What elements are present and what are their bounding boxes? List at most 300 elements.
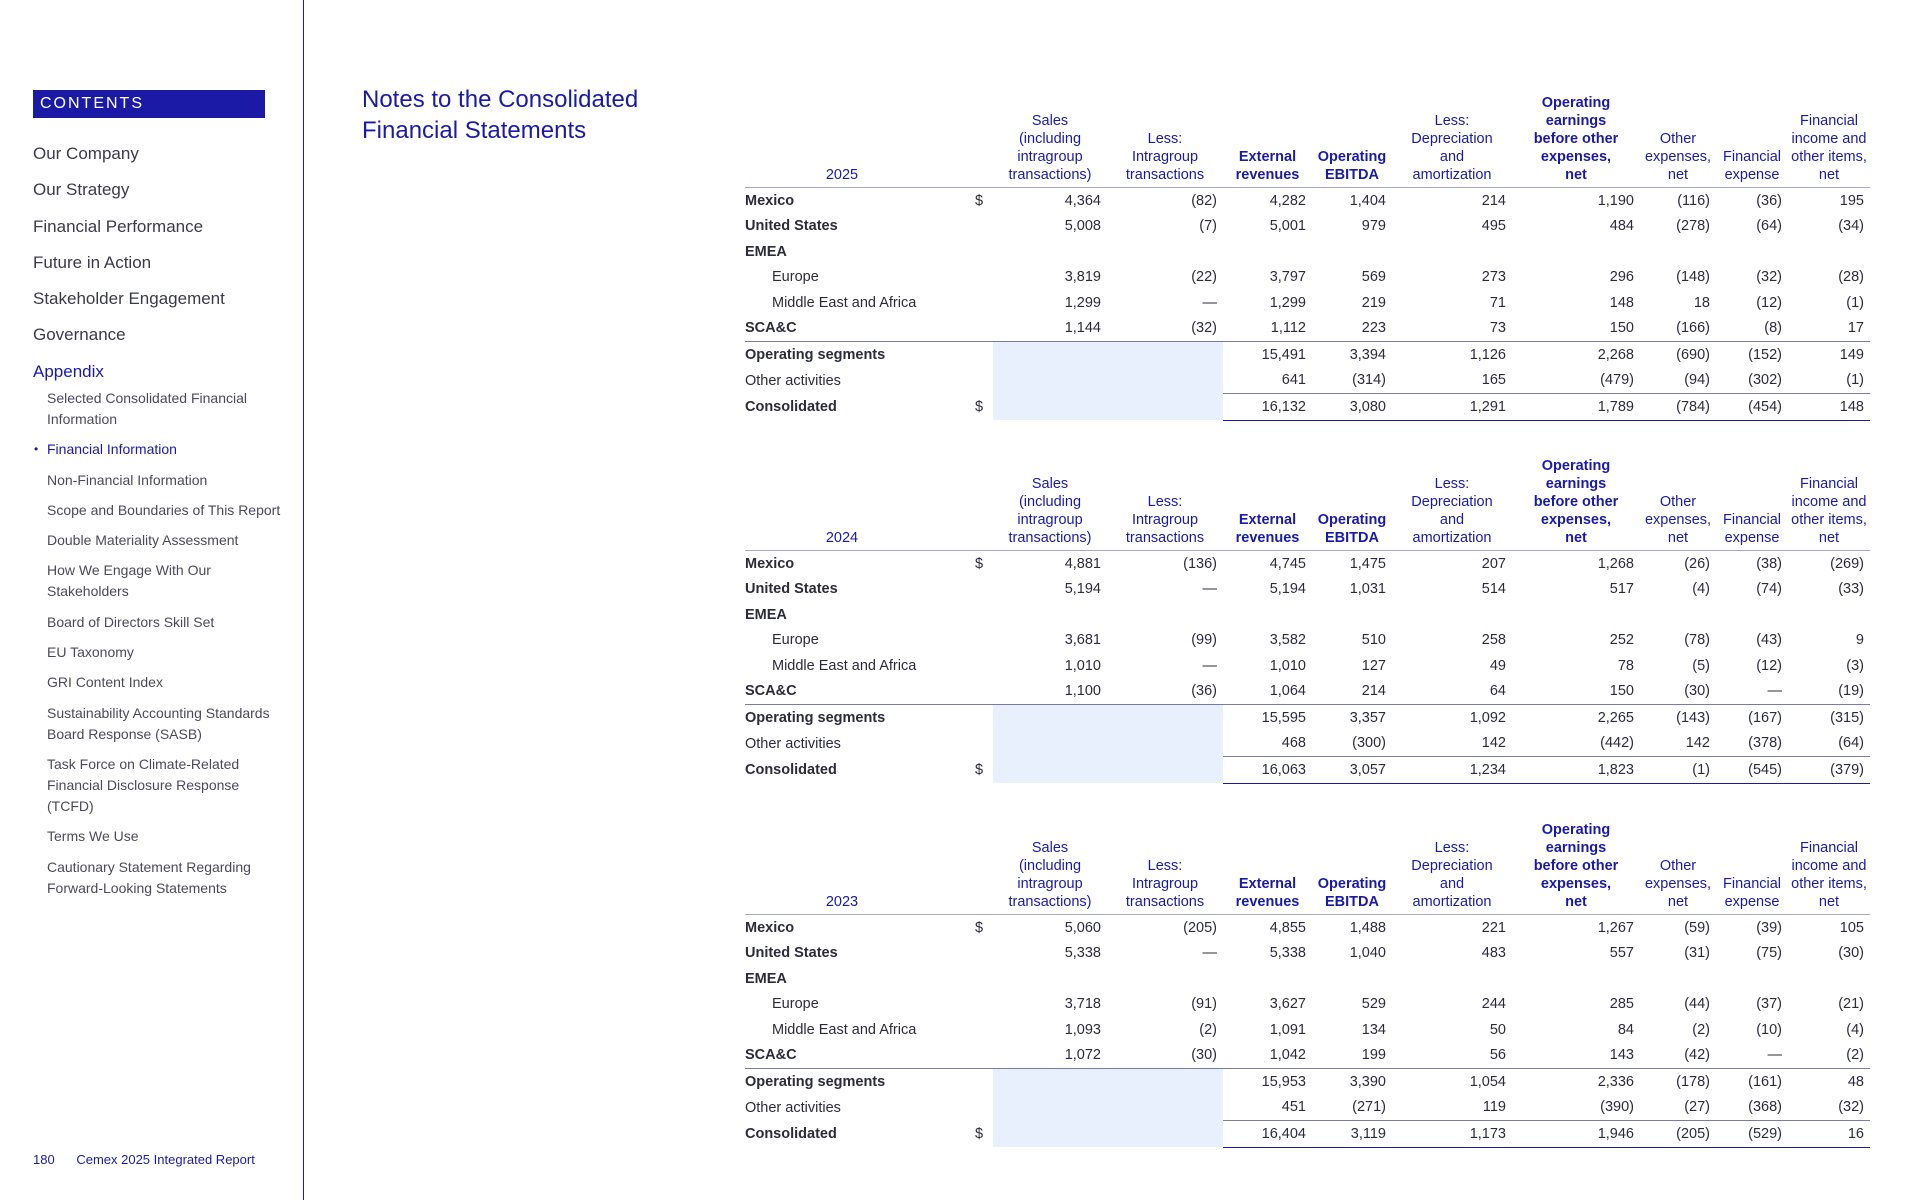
- table-row: [745, 1043, 1870, 1069]
- column-header: Sales (including intragroup transactions): [993, 457, 1107, 551]
- value-cell: 569: [1361, 269, 1386, 286]
- value-cell: [1392, 602, 1512, 628]
- value-cell: 3,627: [1269, 996, 1306, 1013]
- value-cell: (64): [1788, 731, 1870, 757]
- currency-cell: [967, 1043, 993, 1069]
- value-cell: 1,789: [1512, 394, 1640, 421]
- value-cell: (143): [1676, 709, 1710, 726]
- nav-item-appendix[interactable]: Appendix: [33, 361, 104, 381]
- currency-cell: [967, 290, 993, 316]
- value-cell: (161): [1748, 1073, 1782, 1090]
- value-cell: 1,299: [1269, 294, 1306, 311]
- column-header: Financial income and other items, net: [1788, 821, 1870, 915]
- currency-cell: [967, 368, 993, 394]
- value-cell: (21): [1838, 996, 1864, 1013]
- value-cell: 16,404: [1223, 1121, 1312, 1148]
- table-row: [745, 188, 1870, 214]
- value-cell: 78: [1617, 657, 1634, 674]
- value-cell: [993, 239, 1107, 265]
- table-row: [745, 705, 1870, 731]
- value-cell: [1107, 1095, 1223, 1121]
- currency-cell: $: [975, 761, 984, 778]
- value-cell: (75): [1756, 945, 1782, 962]
- currency-cell: [967, 705, 993, 731]
- page-title: Notes to the Consolidated Financial Statements: [362, 86, 639, 144]
- value-cell: —: [1202, 657, 1217, 674]
- value-cell: 71: [1489, 294, 1506, 311]
- value-cell: [993, 966, 1107, 992]
- column-header: Financial expense: [1716, 94, 1788, 188]
- value-cell: (10): [1756, 1021, 1782, 1038]
- value-cell: 1,291: [1392, 394, 1512, 421]
- column-header: Operating EBITDA: [1312, 457, 1392, 551]
- value-cell: (78): [1684, 632, 1710, 649]
- row-label: Middle East and Africa: [772, 294, 917, 311]
- currency-cell: [967, 602, 993, 628]
- currency-cell: [967, 342, 993, 368]
- value-cell: 143: [1512, 1043, 1640, 1069]
- value-cell: (166): [1640, 316, 1716, 342]
- table-row: [745, 941, 1870, 967]
- row-label: EMEA: [745, 970, 787, 987]
- currency-cell: [967, 316, 993, 342]
- row-label: United States: [745, 581, 838, 598]
- sub-nav-item[interactable]: EU Taxonomy: [47, 644, 134, 661]
- value-cell: (4): [1846, 1021, 1864, 1038]
- value-cell: 17: [1788, 316, 1870, 342]
- table-body: [745, 915, 1870, 1148]
- table-row: [745, 757, 1870, 784]
- header-row: [745, 821, 1870, 915]
- table-row: [745, 239, 1870, 265]
- value-cell: [1107, 602, 1223, 628]
- value-cell: [1392, 239, 1512, 265]
- table-row: [745, 731, 1870, 757]
- value-cell: [993, 368, 1107, 394]
- value-cell: (454): [1716, 394, 1788, 421]
- currency-cell: $: [975, 919, 984, 936]
- value-cell: 142: [1640, 731, 1716, 757]
- nav-item-financial-performance[interactable]: Financial Performance: [33, 216, 204, 236]
- value-cell: 1,031: [1349, 581, 1386, 598]
- value-cell: [1312, 239, 1392, 265]
- row-label: Consolidated: [745, 761, 837, 778]
- value-cell: [1107, 394, 1223, 421]
- value-cell: 1,173: [1392, 1121, 1512, 1148]
- value-cell: 484: [1609, 218, 1634, 235]
- value-cell: 5,060: [1064, 919, 1101, 936]
- value-cell: (479): [1512, 368, 1640, 394]
- value-cell: [1788, 966, 1870, 992]
- value-cell: (1): [1788, 368, 1870, 394]
- row-label: Mexico: [745, 555, 795, 572]
- value-cell: (390): [1512, 1095, 1640, 1121]
- column-header: Sales (including intragroup transactions): [993, 821, 1107, 915]
- value-cell: (379): [1788, 757, 1870, 784]
- column-header: Less: Depreciation and amortization: [1392, 821, 1512, 915]
- value-cell: 1,100: [993, 679, 1107, 705]
- value-cell: 1,054: [1469, 1073, 1506, 1090]
- value-cell: 3,797: [1269, 269, 1306, 286]
- value-cell: [993, 757, 1107, 784]
- currency-cell: [967, 1095, 993, 1121]
- value-cell: —: [1202, 581, 1217, 598]
- value-cell: 1,267: [1597, 919, 1634, 936]
- table-row: [745, 394, 1870, 421]
- column-header: Less: Depreciation and amortization: [1392, 457, 1512, 551]
- value-cell: [1107, 705, 1223, 731]
- value-cell: 1,475: [1349, 555, 1386, 572]
- column-header: External revenues: [1223, 821, 1312, 915]
- value-cell: [1312, 602, 1392, 628]
- value-cell: 4,881: [1064, 555, 1101, 572]
- value-cell: (545): [1716, 757, 1788, 784]
- value-cell: 3,119: [1312, 1121, 1392, 1148]
- nav-item-our-strategy[interactable]: Our Strategy: [33, 180, 130, 200]
- value-cell: 15,595: [1261, 709, 1306, 726]
- table-row: [745, 265, 1870, 291]
- row-label: SCA&C: [745, 679, 967, 705]
- value-cell: 557: [1609, 945, 1634, 962]
- value-cell: 105: [1839, 919, 1864, 936]
- value-cell: 16,132: [1223, 394, 1312, 421]
- value-cell: (116): [1677, 192, 1710, 209]
- value-cell: (136): [1183, 555, 1217, 572]
- value-cell: (32): [1756, 269, 1782, 286]
- main-nav: [33, 136, 225, 390]
- value-cell: 50: [1489, 1021, 1506, 1038]
- value-cell: (205): [1640, 1121, 1716, 1148]
- value-cell: 1,092: [1469, 709, 1506, 726]
- value-cell: (4): [1692, 581, 1710, 598]
- sub-nav-item[interactable]: Terms We Use: [47, 828, 139, 845]
- sub-nav-item-current[interactable]: • Financial Information: [47, 439, 287, 460]
- table-row: [745, 290, 1870, 316]
- value-cell: 3,390: [1349, 1073, 1386, 1090]
- table-row: [745, 653, 1870, 679]
- value-cell: [1392, 966, 1512, 992]
- value-cell: (82): [1191, 192, 1217, 209]
- value-cell: 1,064: [1223, 679, 1312, 705]
- report-name: Cemex 2025 Integrated Report: [76, 1152, 255, 1167]
- value-cell: 142: [1392, 731, 1512, 757]
- value-cell: 979: [1361, 218, 1386, 235]
- value-cell: (31): [1684, 945, 1710, 962]
- value-cell: [1512, 602, 1640, 628]
- value-cell: [1107, 1121, 1223, 1148]
- value-cell: 1,488: [1349, 919, 1386, 936]
- nav-item-future-in-action[interactable]: Future in Action: [33, 252, 152, 272]
- value-cell: 244: [1481, 996, 1506, 1013]
- table-body: [745, 551, 1870, 784]
- value-cell: 510: [1361, 632, 1386, 649]
- value-cell: (1): [1846, 294, 1864, 311]
- value-cell: [1107, 342, 1223, 368]
- value-cell: (32): [1788, 1095, 1870, 1121]
- value-cell: [1107, 239, 1223, 265]
- value-cell: (2): [1788, 1043, 1870, 1069]
- row-label: Operating segments: [745, 709, 886, 726]
- table-row: [745, 577, 1870, 603]
- row-label: EMEA: [745, 606, 787, 623]
- appendix-sub-nav: [47, 388, 287, 908]
- value-cell: 1,268: [1597, 555, 1634, 572]
- value-cell: (302): [1716, 368, 1788, 394]
- value-cell: (1): [1640, 757, 1716, 784]
- value-cell: (278): [1676, 218, 1710, 235]
- currency-cell: [967, 731, 993, 757]
- value-cell: 641: [1223, 368, 1312, 394]
- value-cell: 214: [1481, 192, 1506, 209]
- value-cell: 5,194: [1269, 581, 1306, 598]
- value-cell: (91): [1191, 996, 1217, 1013]
- row-label: Consolidated: [745, 398, 837, 415]
- column-header: Less: Intragroup transactions: [1107, 821, 1223, 915]
- value-cell: 48: [1847, 1073, 1864, 1090]
- value-cell: —: [1202, 294, 1217, 311]
- row-label: Middle East and Africa: [772, 1021, 917, 1038]
- value-cell: (442): [1512, 731, 1640, 757]
- year-header: 2025: [745, 94, 967, 188]
- value-cell: 223: [1312, 316, 1392, 342]
- value-cell: [1788, 602, 1870, 628]
- value-cell: (300): [1312, 731, 1392, 757]
- column-header: Other expenses, net: [1640, 457, 1716, 551]
- value-cell: (19): [1788, 679, 1870, 705]
- column-header: Operating earnings before other expenses, net: [1512, 821, 1640, 915]
- value-cell: 149: [1839, 346, 1864, 363]
- value-cell: 148: [1788, 394, 1870, 421]
- value-cell: (33): [1838, 581, 1864, 598]
- value-cell: (34): [1838, 218, 1864, 235]
- table-row: [745, 1017, 1870, 1043]
- value-cell: [1716, 602, 1788, 628]
- value-cell: [993, 731, 1107, 757]
- value-cell: 16: [1788, 1121, 1870, 1148]
- currency-cell: $: [975, 398, 984, 415]
- value-cell: 5,001: [1269, 218, 1306, 235]
- sub-nav-item[interactable]: Sustainability Accounting Standards Board Response (SASB): [47, 704, 270, 742]
- value-cell: 3,357: [1349, 709, 1386, 726]
- value-cell: (315): [1830, 709, 1864, 726]
- table-row: [745, 992, 1870, 1018]
- value-cell: 165: [1392, 368, 1512, 394]
- value-cell: [1107, 1069, 1223, 1095]
- nav-item-our-company[interactable]: Our Company: [33, 144, 139, 163]
- contents-label: CONTENTS: [33, 90, 265, 118]
- table-row: [745, 551, 1870, 577]
- sub-nav-item[interactable]: GRI Content Index: [47, 674, 163, 691]
- sub-nav-item[interactable]: Scope and Boundaries of This Report: [47, 501, 281, 518]
- table-row: [745, 1069, 1870, 1095]
- value-cell: (43): [1756, 632, 1782, 649]
- value-cell: (28): [1838, 269, 1864, 286]
- value-cell: [993, 1121, 1107, 1148]
- value-cell: 2,336: [1597, 1073, 1634, 1090]
- value-cell: (27): [1640, 1095, 1716, 1121]
- value-cell: [1223, 602, 1312, 628]
- row-label: Operating segments: [745, 1073, 886, 1090]
- value-cell: [1223, 966, 1312, 992]
- value-cell: (36): [1107, 679, 1223, 705]
- table-row: [745, 316, 1870, 342]
- value-cell: [1716, 966, 1788, 992]
- sub-nav-item[interactable]: Cautionary Statement Regarding Forward-Looking Statements: [47, 858, 251, 896]
- value-cell: (22): [1191, 269, 1217, 286]
- value-cell: 73: [1392, 316, 1512, 342]
- currency-cell: [967, 214, 993, 240]
- sub-nav-item[interactable]: Board of Directors Skill Set: [47, 613, 215, 630]
- column-header: Operating EBITDA: [1312, 94, 1392, 188]
- value-cell: 221: [1481, 919, 1506, 936]
- currency-header: [967, 821, 993, 915]
- column-header: External revenues: [1223, 457, 1312, 551]
- sub-nav-item[interactable]: Task Force on Climate-Related Financial Disclosure Response (TCFD): [47, 755, 240, 814]
- currency-cell: [967, 1069, 993, 1095]
- value-cell: [1716, 239, 1788, 265]
- segment-table-2023: [745, 821, 1870, 1148]
- column-header: Operating earnings before other expenses, net: [1512, 94, 1640, 188]
- value-cell: 4,855: [1269, 919, 1306, 936]
- value-cell: (64): [1756, 218, 1782, 235]
- value-cell: 15,491: [1261, 346, 1306, 363]
- value-cell: 5,338: [1269, 945, 1306, 962]
- value-cell: [993, 1069, 1107, 1095]
- row-label: Europe: [772, 632, 819, 649]
- value-cell: (12): [1756, 294, 1782, 311]
- value-cell: 16,063: [1223, 757, 1312, 784]
- value-cell: [993, 1095, 1107, 1121]
- currency-cell: [967, 1017, 993, 1043]
- currency-cell: [967, 992, 993, 1018]
- column-header: Financial income and other items, net: [1788, 457, 1870, 551]
- value-cell: [1788, 239, 1870, 265]
- column-header: Other expenses, net: [1640, 821, 1716, 915]
- nav-item-governance[interactable]: Governance: [33, 325, 126, 345]
- value-cell: [1640, 602, 1716, 628]
- table-row: [745, 915, 1870, 941]
- sub-nav-item[interactable]: How We Engage With Our Stakeholders: [47, 562, 211, 600]
- value-cell: (378): [1716, 731, 1788, 757]
- value-cell: (690): [1676, 346, 1710, 363]
- table-header: [745, 94, 1870, 188]
- page-number: 180: [33, 1152, 55, 1167]
- page-footer: [33, 1152, 255, 1167]
- table-row: [745, 1095, 1870, 1121]
- value-cell: (30): [1107, 1043, 1223, 1069]
- column-header: Financial expense: [1716, 821, 1788, 915]
- value-cell: (30): [1838, 945, 1864, 962]
- year-header: 2023: [745, 821, 967, 915]
- value-cell: (148): [1676, 269, 1710, 286]
- currency-cell: $: [975, 1125, 984, 1142]
- currency-header: [967, 457, 993, 551]
- value-cell: [1312, 966, 1392, 992]
- value-cell: 1,040: [1349, 945, 1386, 962]
- value-cell: 2,268: [1597, 346, 1634, 363]
- row-label: Other activities: [745, 372, 841, 389]
- currency-cell: [967, 265, 993, 291]
- value-cell: 3,681: [1064, 632, 1101, 649]
- sub-nav-item[interactable]: Double Materiality Assessment: [47, 532, 239, 549]
- sub-nav-item[interactable]: Selected Consolidated Financial Information: [47, 390, 248, 427]
- table-header: [745, 457, 1870, 551]
- column-header: Other expenses, net: [1640, 94, 1716, 188]
- value-cell: (152): [1748, 346, 1782, 363]
- value-cell: (205): [1183, 919, 1217, 936]
- value-cell: [1640, 966, 1716, 992]
- value-cell: [993, 602, 1107, 628]
- value-cell: (32): [1107, 316, 1223, 342]
- table-row: [745, 1121, 1870, 1148]
- currency-cell: [967, 628, 993, 654]
- value-cell: 1,091: [1269, 1021, 1306, 1038]
- row-label: Operating segments: [745, 346, 886, 363]
- value-cell: (26): [1684, 555, 1710, 572]
- value-cell: [1512, 966, 1640, 992]
- currency-header: [967, 94, 993, 188]
- value-cell: 127: [1361, 657, 1386, 674]
- currency-cell: [967, 577, 993, 603]
- value-cell: 483: [1481, 945, 1506, 962]
- value-cell: 64: [1392, 679, 1512, 705]
- value-cell: (784): [1640, 394, 1716, 421]
- sub-nav-item[interactable]: Non-Financial Information: [47, 471, 208, 488]
- value-cell: [1107, 966, 1223, 992]
- sidebar: [0, 0, 304, 1200]
- value-cell: —: [1716, 679, 1788, 705]
- value-cell: (99): [1191, 632, 1217, 649]
- value-cell: 1,946: [1512, 1121, 1640, 1148]
- value-cell: 148: [1609, 294, 1634, 311]
- column-header: External revenues: [1223, 94, 1312, 188]
- table-row: [745, 602, 1870, 628]
- table-header: [745, 821, 1870, 915]
- value-cell: (44): [1684, 996, 1710, 1013]
- value-cell: 1,144: [993, 316, 1107, 342]
- value-cell: 119: [1392, 1095, 1512, 1121]
- value-cell: (39): [1756, 919, 1782, 936]
- column-header: Operating earnings before other expenses, net: [1512, 457, 1640, 551]
- value-cell: (314): [1312, 368, 1392, 394]
- value-cell: 1,299: [1064, 294, 1101, 311]
- value-cell: (5): [1692, 657, 1710, 674]
- value-cell: 2,265: [1597, 709, 1634, 726]
- value-cell: 1,010: [1269, 657, 1306, 674]
- value-cell: (2): [1199, 1021, 1217, 1038]
- value-cell: [993, 705, 1107, 731]
- row-label: Europe: [772, 996, 819, 1013]
- value-cell: (37): [1756, 996, 1782, 1013]
- currency-cell: [967, 239, 993, 265]
- value-cell: 1,190: [1597, 192, 1634, 209]
- value-cell: 517: [1609, 581, 1634, 598]
- row-label: United States: [745, 945, 838, 962]
- value-cell: (2): [1692, 1021, 1710, 1038]
- row-label: Middle East and Africa: [772, 657, 917, 674]
- table-row: [745, 628, 1870, 654]
- value-cell: 451: [1223, 1095, 1312, 1121]
- column-header: Less: Intragroup transactions: [1107, 457, 1223, 551]
- currency-cell: [967, 653, 993, 679]
- value-cell: 1,093: [1064, 1021, 1101, 1038]
- nav-item-stakeholder-engagement[interactable]: Stakeholder Engagement: [33, 289, 225, 309]
- value-cell: [1107, 368, 1223, 394]
- value-cell: 3,819: [1064, 269, 1101, 286]
- value-cell: (529): [1716, 1121, 1788, 1148]
- row-label: SCA&C: [745, 1043, 967, 1069]
- value-cell: (3): [1846, 657, 1864, 674]
